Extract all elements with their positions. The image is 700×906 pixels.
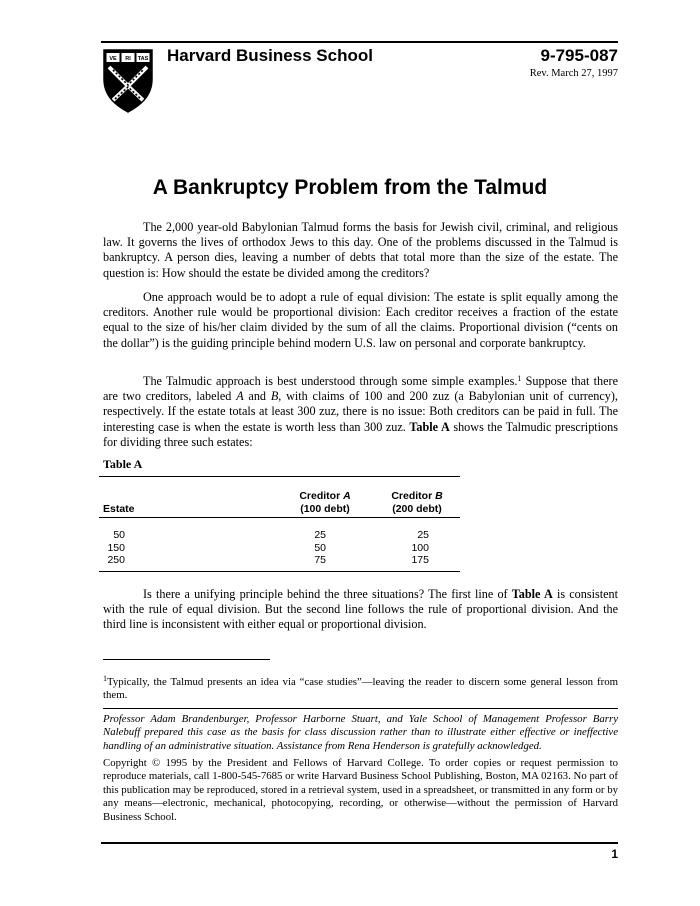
school-name: Harvard Business School [167, 46, 373, 65]
table-header-rule [99, 517, 460, 518]
footnote-ref: 1 [517, 374, 522, 383]
table-header-creditor-a: Creditor A (100 debt) [299, 490, 351, 515]
author-separator-rule [103, 708, 618, 709]
page-title: A Bankruptcy Problem from the Talmud [152, 176, 548, 199]
svg-text:VE: VE [109, 56, 117, 62]
paragraph-intro: The 2,000 year-old Babylonian Talmud forms the basis for Jewish civil, criminal, and religious law. It governs the lives of orthodox Jews to this day. One of the problems discussed in the Talmud is bankruptcy. A person dies, leaving a number of debts that total more than the size of the estate. The question is: How should the estate be divided among the creditors? [103, 220, 618, 280]
revision-date: Rev. March 27, 1997 [529, 68, 618, 79]
table-top-rule [99, 476, 460, 477]
paragraph-approaches: One approach would be to adopt a rule of equal division: The estate is split equally among the creditors. Another rule would be proportional division: Each creditor receives a fraction of the estate equal to the size of his/her claim divided by the sum of all the claims. Proportional division (“cents on the dollar”) is the guiding principle behind modern U.S. law on personal and corporate bankruptcy. [103, 290, 618, 350]
header-rule [101, 41, 618, 43]
table-bottom-rule [99, 571, 460, 572]
footnote: $^1$Typically, the Talmud presents an idea via “case studies”—leaving the reader to discern some general lesson from them. [103, 674, 618, 702]
table-row: 50 25 25 [113, 529, 429, 541]
svg-text:RI: RI [125, 56, 131, 62]
svg-text:TAS: TAS [137, 56, 149, 62]
footnote-rule [103, 659, 270, 660]
table-row: 250 75 175 [107, 554, 429, 566]
table-body [103, 529, 458, 567]
paragraph-unifying: Is there a unifying principle behind the three situations? The first line of Table A is consistent with the rule of equal division. But the second line follows the rule of proportional division. And the third line is inconsistent with either equal or proportional division. [103, 587, 618, 632]
harvard-shield-icon [103, 49, 153, 113]
copyright-notice: Copyright © 1995 by the President and Fellows of Harvard College. To order copies or request permission to reproduce materials, call 1-800-545-7685 or write Harvard Business School Publishing, Boston, MA 02163. No part of this publication may be reproduced, stored in a retrieval system, used in a spreadsheet, or transmitted in any form or by any means—electronic, mechanical, photocopying, recording, or otherwise—without the permission of Harvard Business School. [103, 757, 618, 823]
case-number: 9-795-087 [540, 46, 618, 65]
table-label: Table A [103, 457, 143, 471]
table-header-creditor-b: Creditor B (200 debt) [391, 490, 443, 515]
footer-rule [101, 842, 618, 844]
table-row: 150 50 100 [107, 541, 429, 554]
footnote-number: 1 [103, 674, 107, 683]
paragraph-talmudic: The Talmudic approach is best understood through some simple examples.$^1$ Suppose that there are two creditors, labeled A and B, with claims of 100 and 200 zuz (a Babylonian unit of currency), respectively. If the estate totals at least 300 zuz, there is no issue: Both creditors can be paid in full. The interesting case is when the estate is worth less than 300 zuz. Table A shows the Talmudic prescriptions for dividing three such estates: [103, 374, 618, 449]
page-number: 1 [611, 847, 618, 861]
author-note: Professor Adam Brandenburger, Professor Harborne Stuart, and Yale School of Management Professor Barry Nalebuff prepared this case as the basis for class discussion rather than to illustrate either effective or ineffective handling of an administrative situation. Assistance from Rena Henderson is gratefully acknowledged. [103, 713, 618, 752]
table-header-estate: Estate [103, 503, 135, 515]
